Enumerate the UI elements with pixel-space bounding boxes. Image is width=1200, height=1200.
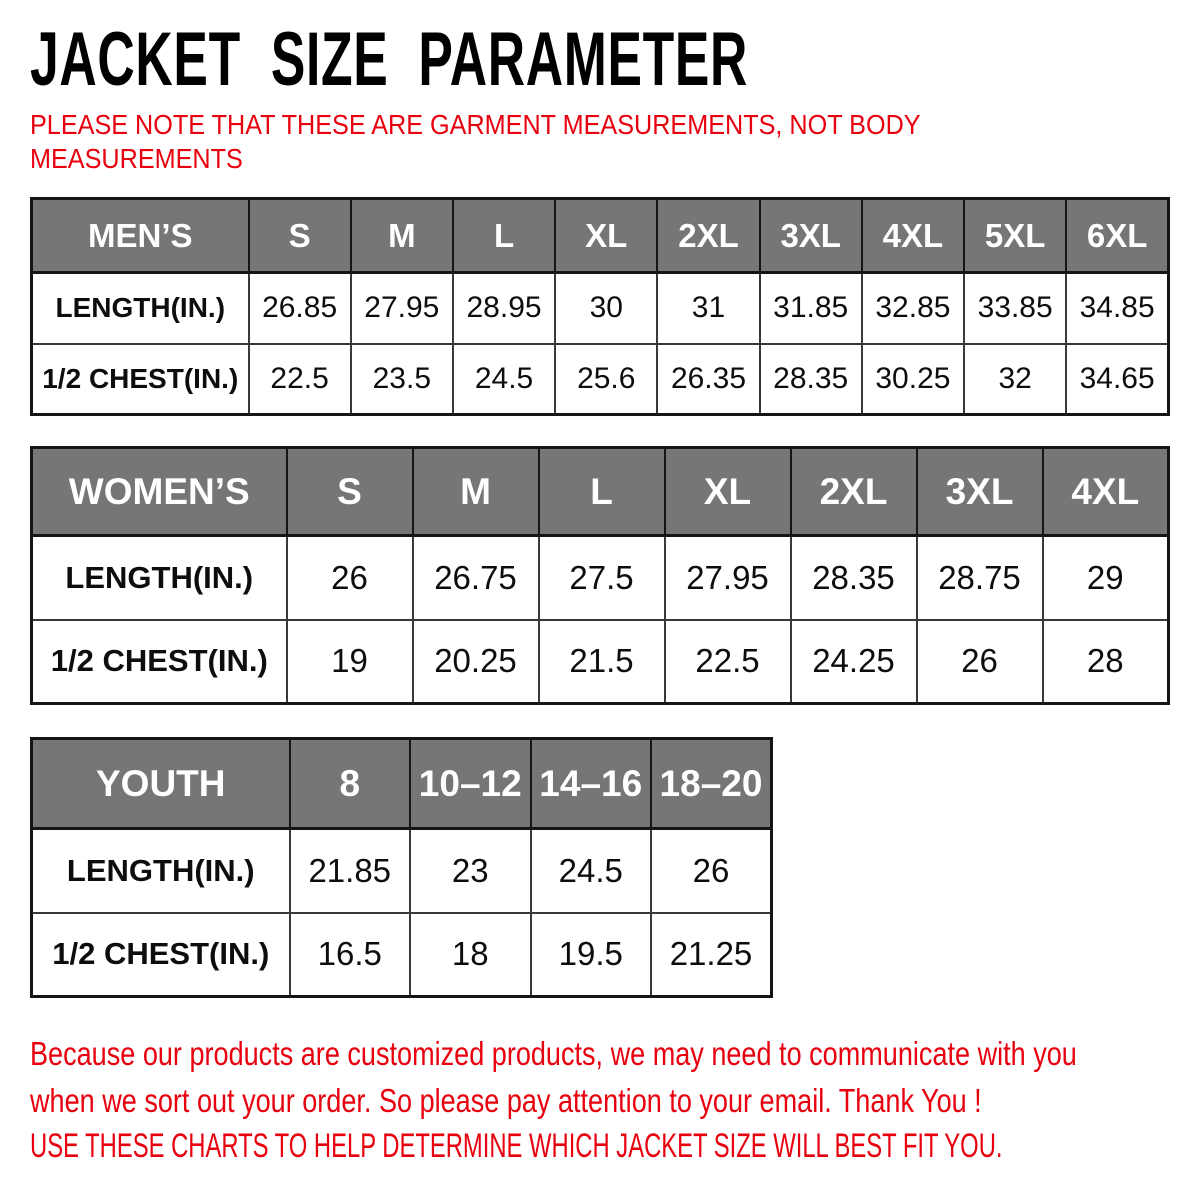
mens-size-header: S bbox=[249, 199, 351, 273]
youth-size-header: 10–12 bbox=[410, 739, 531, 829]
cell-value: 23 bbox=[410, 829, 531, 913]
cell-value: 28 bbox=[1043, 620, 1169, 704]
cell-value: 21.25 bbox=[651, 913, 772, 997]
table-row bbox=[32, 620, 1169, 704]
mens-size-header: 2XL bbox=[657, 199, 759, 273]
table-row bbox=[32, 829, 772, 913]
youth-header-row bbox=[32, 739, 772, 829]
row-label: 1/2 CHEST(IN.) bbox=[32, 913, 290, 997]
womens-size-header: 3XL bbox=[917, 448, 1043, 536]
garment-note-line-1: PLEASE NOTE THAT THESE ARE GARMENT MEASUREMENTS, NOT BODY bbox=[30, 109, 921, 140]
mens-table bbox=[30, 197, 1170, 416]
mens-table-title: MEN’S bbox=[32, 199, 249, 273]
cell-value: 26.75 bbox=[413, 536, 539, 620]
youth-table bbox=[30, 737, 773, 998]
cell-value: 18 bbox=[410, 913, 531, 997]
womens-size-header: 4XL bbox=[1043, 448, 1169, 536]
footer-paragraph-line-1: Because our products are customized products, we may need to communicate with you bbox=[30, 1035, 1077, 1072]
row-label: 1/2 CHEST(IN.) bbox=[32, 344, 249, 415]
cell-value: 31.85 bbox=[760, 273, 862, 344]
cell-value: 23.5 bbox=[351, 344, 453, 415]
womens-table-title: WOMEN’S bbox=[32, 448, 287, 536]
cell-value: 16.5 bbox=[290, 913, 411, 997]
womens-size-header: L bbox=[539, 448, 665, 536]
table-row bbox=[32, 913, 772, 997]
womens-table bbox=[30, 446, 1170, 705]
cell-value: 26 bbox=[651, 829, 772, 913]
womens-size-header: XL bbox=[665, 448, 791, 536]
cell-value: 26.35 bbox=[657, 344, 759, 415]
row-label: LENGTH(IN.) bbox=[32, 273, 249, 344]
mens-size-header: XL bbox=[555, 199, 657, 273]
cell-value: 31 bbox=[657, 273, 759, 344]
cell-value: 21.5 bbox=[539, 620, 665, 704]
womens-size-header: S bbox=[287, 448, 413, 536]
youth-size-header: 8 bbox=[290, 739, 411, 829]
cell-value: 30.25 bbox=[862, 344, 964, 415]
cell-value: 26 bbox=[917, 620, 1043, 704]
cell-value: 24.25 bbox=[791, 620, 917, 704]
cell-value: 21.85 bbox=[290, 829, 411, 913]
mens-size-header: L bbox=[453, 199, 555, 273]
mens-size-header: 4XL bbox=[862, 199, 964, 273]
cell-value: 32.85 bbox=[862, 273, 964, 344]
womens-header-row bbox=[32, 448, 1169, 536]
table-row bbox=[32, 273, 1169, 344]
cell-value: 32 bbox=[964, 344, 1066, 415]
cell-value: 24.5 bbox=[453, 344, 555, 415]
cell-value: 26.85 bbox=[249, 273, 351, 344]
cell-value: 27.95 bbox=[351, 273, 453, 344]
youth-size-header: 14–16 bbox=[531, 739, 652, 829]
cell-value: 25.6 bbox=[555, 344, 657, 415]
womens-size-header: M bbox=[413, 448, 539, 536]
cell-value: 28.95 bbox=[453, 273, 555, 344]
row-label: 1/2 CHEST(IN.) bbox=[32, 620, 287, 704]
cell-value: 34.85 bbox=[1066, 273, 1168, 344]
cell-value: 28.35 bbox=[791, 536, 917, 620]
page-title: JACKET SIZE PARAMETER bbox=[30, 17, 749, 102]
row-label: LENGTH(IN.) bbox=[32, 829, 290, 913]
cell-value: 29 bbox=[1043, 536, 1169, 620]
cell-value: 34.65 bbox=[1066, 344, 1168, 415]
footer-paragraph bbox=[30, 1030, 1077, 1124]
footer-paragraph-line-2: when we sort out your order. So please pay attention to your email. Thank You ! bbox=[30, 1082, 982, 1119]
garment-note bbox=[30, 108, 921, 176]
cell-value: 24.5 bbox=[531, 829, 652, 913]
mens-size-header: M bbox=[351, 199, 453, 273]
youth-table-title: YOUTH bbox=[32, 739, 290, 829]
table-row bbox=[32, 344, 1169, 415]
footer-caps-line: USE THESE CHARTS TO HELP DETERMINE WHICH JACKET SIZE WILL BEST FIT YOU. bbox=[30, 1127, 1003, 1165]
cell-value: 19.5 bbox=[531, 913, 652, 997]
mens-size-header: 3XL bbox=[760, 199, 862, 273]
table-row bbox=[32, 536, 1169, 620]
cell-value: 19 bbox=[287, 620, 413, 704]
cell-value: 26 bbox=[287, 536, 413, 620]
cell-value: 28.75 bbox=[917, 536, 1043, 620]
womens-size-table bbox=[30, 446, 1170, 705]
cell-value: 30 bbox=[555, 273, 657, 344]
mens-header-row bbox=[32, 199, 1169, 273]
cell-value: 27.5 bbox=[539, 536, 665, 620]
row-label: LENGTH(IN.) bbox=[32, 536, 287, 620]
cell-value: 22.5 bbox=[249, 344, 351, 415]
cell-value: 22.5 bbox=[665, 620, 791, 704]
cell-value: 28.35 bbox=[760, 344, 862, 415]
cell-value: 27.95 bbox=[665, 536, 791, 620]
mens-size-header: 5XL bbox=[964, 199, 1066, 273]
mens-size-header: 6XL bbox=[1066, 199, 1168, 273]
cell-value: 20.25 bbox=[413, 620, 539, 704]
cell-value: 33.85 bbox=[964, 273, 1066, 344]
mens-size-table bbox=[30, 197, 1170, 416]
garment-note-line-2: MEASUREMENTS bbox=[30, 143, 243, 174]
womens-size-header: 2XL bbox=[791, 448, 917, 536]
youth-size-header: 18–20 bbox=[651, 739, 772, 829]
youth-size-table bbox=[30, 737, 773, 998]
